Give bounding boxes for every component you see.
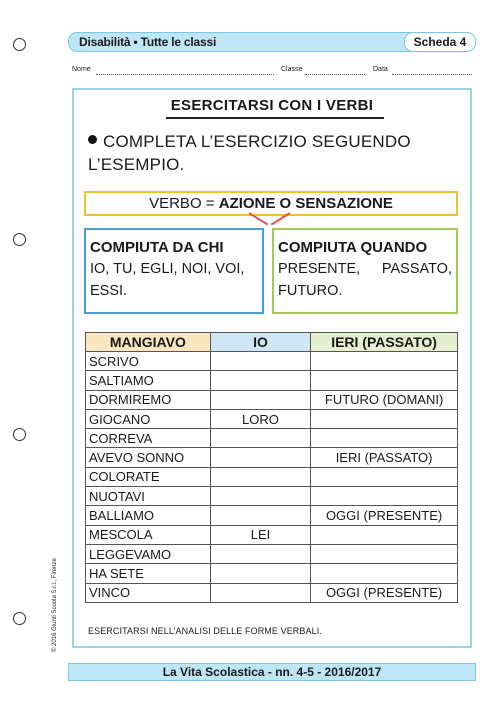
time-cell[interactable] (311, 409, 458, 428)
table-row (86, 544, 458, 563)
verb-cell: LEGGEVAMO (86, 544, 211, 563)
verb-cell: AVEVO SONNO (86, 448, 211, 467)
verb-cell: CORREVA (86, 429, 211, 448)
table-row (86, 506, 458, 525)
time-cell[interactable]: OGGI (PRESENTE) (311, 583, 458, 602)
binder-hole-1 (13, 38, 26, 51)
table-row (86, 390, 458, 409)
table-header-time: IERI (PASSATO) (311, 333, 458, 352)
nome-label: Nome (72, 66, 91, 73)
time-cell[interactable] (311, 352, 458, 371)
verb-cell: NUOTAVI (86, 487, 211, 506)
verb-cell: SCRIVO (86, 352, 211, 371)
verb-cell: GIOCANO (86, 409, 211, 428)
table-row (86, 525, 458, 544)
person-cell[interactable] (210, 390, 310, 409)
compiuta-quando-title: COMPIUTA QUANDO (278, 239, 428, 256)
title-underline (166, 117, 384, 119)
compiuta-quando-box (272, 228, 458, 314)
person-cell[interactable]: LEI (210, 525, 310, 544)
footer-bar: La Vita Scolastica - nn. 4-5 - 2016/2017 (68, 663, 476, 681)
person-cell[interactable] (210, 544, 310, 563)
time-cell[interactable] (311, 544, 458, 563)
time-cell[interactable]: FUTURO (DOMANI) (311, 390, 458, 409)
table-row (86, 352, 458, 371)
compiuta-quando-body: PRESENTE, PASSATO, FUTURO. (278, 261, 452, 299)
time-cell[interactable] (311, 467, 458, 486)
data-label: Data (373, 66, 388, 73)
verbo-prefix: VERBO = (149, 195, 219, 212)
verbo-definition-box (84, 191, 458, 216)
person-cell[interactable] (210, 467, 310, 486)
table-header-row (86, 333, 458, 352)
table-row (86, 448, 458, 467)
classe-field[interactable] (305, 74, 365, 75)
time-cell[interactable] (311, 525, 458, 544)
table-header-verb: MANGIAVO (86, 333, 211, 352)
person-cell[interactable] (210, 583, 310, 602)
verb-cell: DORMIREMO (86, 390, 211, 409)
classe-label: Classe (281, 66, 303, 73)
instruction (88, 130, 468, 176)
time-cell[interactable] (311, 371, 458, 390)
person-cell[interactable] (210, 487, 310, 506)
time-cell[interactable]: OGGI (PRESENTE) (311, 506, 458, 525)
header-bar (68, 32, 476, 52)
verb-cell: MESCOLA (86, 525, 211, 544)
compiuta-da-chi-box (84, 228, 264, 314)
table-row (86, 564, 458, 583)
worksheet-title: ESERCITARSI CON I VERBI (170, 97, 374, 114)
person-cell[interactable] (210, 506, 310, 525)
bullet-icon (88, 135, 97, 144)
scheda-badge: Scheda 4 (404, 32, 476, 52)
verb-cell: BALLIAMO (86, 506, 211, 525)
data-field[interactable] (392, 74, 472, 75)
time-cell[interactable] (311, 564, 458, 583)
copyright: © 2016 Giunti Scuola S.r.l., Firenze (52, 558, 58, 652)
table-header-person: IO (210, 333, 310, 352)
table-row (86, 429, 458, 448)
person-cell[interactable] (210, 448, 310, 467)
verb-cell: VINCO (86, 583, 211, 602)
verbs-table (85, 332, 458, 603)
compiuta-da-chi-title: COMPIUTA DA CHI (90, 239, 224, 256)
time-cell[interactable] (311, 487, 458, 506)
verb-cell: COLORATE (86, 467, 211, 486)
time-cell[interactable] (311, 429, 458, 448)
instruction-text: COMPLETA L’ESERCIZIO SEGUENDO L’ESEMPIO. (88, 132, 411, 174)
table-row (86, 583, 458, 602)
person-cell[interactable] (210, 371, 310, 390)
person-cell[interactable] (210, 564, 310, 583)
footnote: ESERCITARSI NELL’ANALISI DELLE FORME VERBALI. (88, 626, 322, 636)
compiuta-da-chi-body: IO, TU, EGLI, NOI, VOI, ESSI. (90, 261, 245, 299)
person-cell[interactable] (210, 352, 310, 371)
person-cell[interactable] (210, 429, 310, 448)
header-label: Disabilità • Tutte le classi (79, 35, 217, 49)
verb-cell: SALTIAMO (86, 371, 211, 390)
binder-hole-3 (13, 428, 26, 441)
time-cell[interactable]: IERI (PASSATO) (311, 448, 458, 467)
table-row (86, 409, 458, 428)
person-cell[interactable]: LORO (210, 409, 310, 428)
nome-field[interactable] (96, 74, 274, 75)
table-row (86, 467, 458, 486)
verb-cell: HA SETE (86, 564, 211, 583)
verbo-definition: AZIONE O SENSAZIONE (218, 195, 393, 212)
binder-hole-4 (13, 612, 26, 625)
binder-hole-2 (13, 233, 26, 246)
table-row (86, 487, 458, 506)
table-row (86, 371, 458, 390)
